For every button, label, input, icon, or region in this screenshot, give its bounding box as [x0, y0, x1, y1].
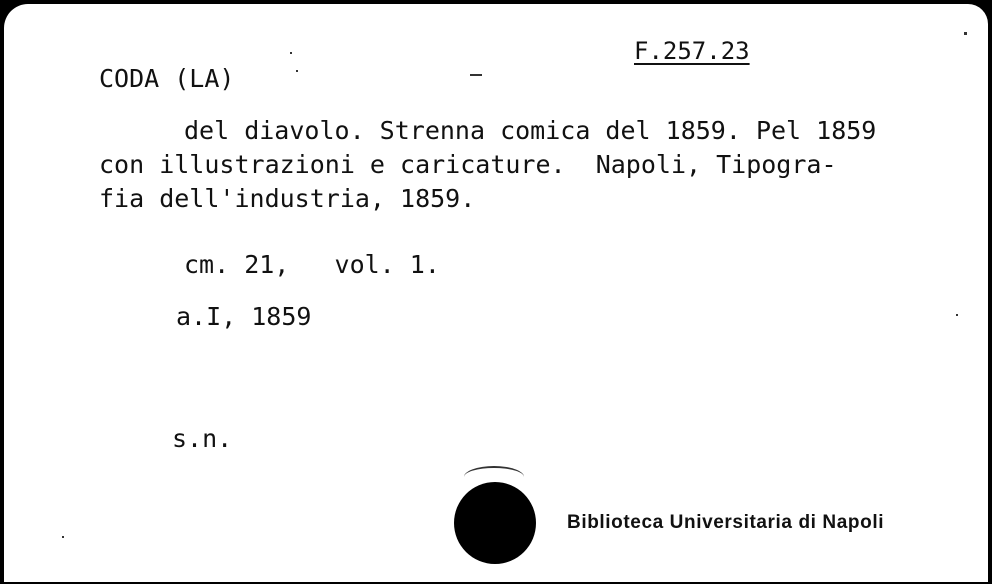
sn-note: s.n.	[172, 424, 233, 453]
speck	[470, 74, 482, 76]
library-stamp-icon	[454, 482, 536, 564]
description-line-2: con illustrazioni e caricature. Napoli, Tipogra-	[99, 150, 837, 179]
title-heading: CODA (LA)	[99, 64, 235, 93]
date-line: a.I, 1859	[176, 302, 312, 331]
description-line-3: fia dell'industria, 1859.	[99, 184, 476, 213]
speck	[956, 314, 958, 316]
description-line-1: del diavolo. Strenna comica del 1859. Pel 1859	[184, 116, 877, 145]
size-volume-line: cm. 21, vol. 1.	[184, 250, 440, 279]
catalog-card	[4, 4, 988, 582]
speck	[62, 536, 64, 538]
library-name: Biblioteca Universitaria di Napoli	[567, 512, 885, 533]
shelfmark: F.257.23	[634, 37, 750, 65]
speck	[296, 70, 298, 72]
speck	[290, 52, 292, 54]
speck	[964, 32, 967, 35]
